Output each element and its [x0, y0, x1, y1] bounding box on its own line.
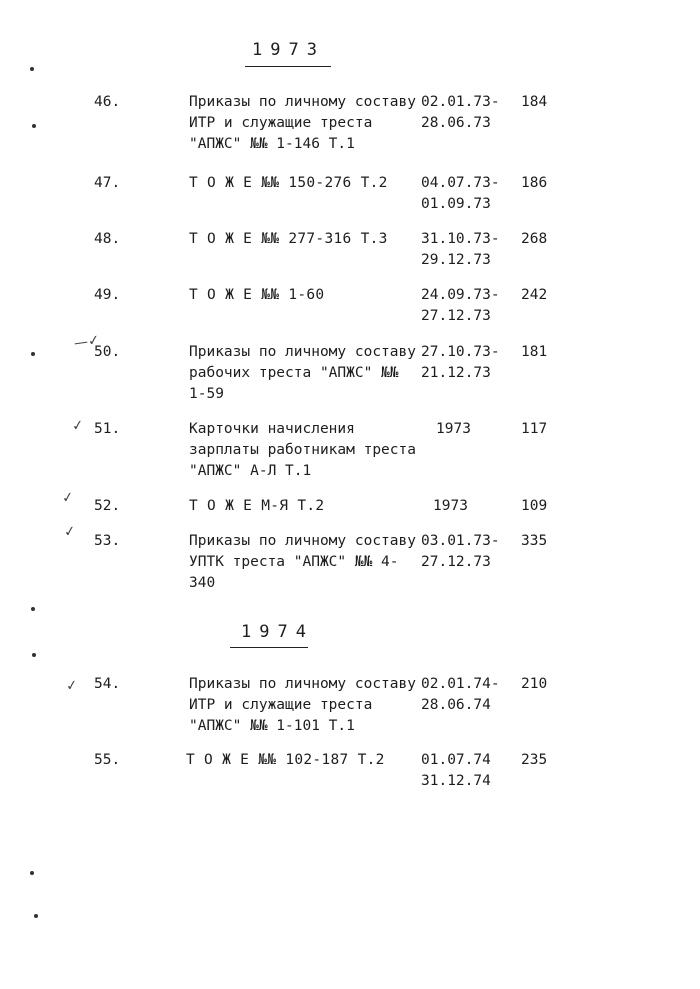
entry-dates: 24.09.73- 27.12.73 — [421, 287, 500, 324]
entry-dates: 01.07.74 31.12.74 — [421, 752, 491, 789]
entry-title: Т О Ж Е №№ 277-316 Т.3 — [189, 231, 388, 247]
year-underline — [230, 647, 308, 648]
entry-pages: 109 — [521, 498, 548, 514]
year-heading: 1974 — [241, 622, 314, 642]
entry-title: Т О Ж Е №№ 1-60 — [189, 287, 325, 303]
entry-dates: 02.01.73- 28.06.73 — [421, 94, 500, 131]
entry-number: 54. — [94, 676, 121, 692]
entry-title: Приказы по личному составу ИТР и служащие треста "АПЖС" №№ 1-146 Т.1 — [189, 94, 416, 152]
entry-number: 46. — [94, 94, 121, 110]
entry-pages: 210 — [521, 676, 548, 692]
binding-hole-icon — [32, 653, 36, 657]
year-heading: 1973 — [252, 40, 325, 60]
entry-dates: 03.01.73- 27.12.73 — [421, 533, 500, 570]
binding-hole-icon — [32, 124, 36, 128]
entry-number: 55. — [94, 752, 121, 768]
entry-pages: 242 — [521, 287, 548, 303]
entry-title: Карточки начисления зарплаты работникам треста "АПЖС" А-Л Т.1 — [189, 421, 416, 479]
entry-pages: 186 — [521, 175, 548, 191]
entry-number: 48. — [94, 231, 121, 247]
binding-hole-icon — [31, 352, 35, 356]
entry-pages: 184 — [521, 94, 548, 110]
entry-number: 51. — [94, 421, 121, 437]
entry-title: Т О Ж Е №№ 102-187 Т.2 — [186, 752, 385, 768]
entry-dates: 31.10.73- 29.12.73 — [421, 231, 500, 268]
entry-number: 47. — [94, 175, 121, 191]
entry-number: 50. — [94, 344, 121, 360]
entry-dates: 02.01.74- 28.06.74 — [421, 676, 500, 713]
entry-title: Приказы по личному составу ИТР и служащие треста "АПЖС" №№ 1-101 Т.1 — [189, 676, 416, 734]
entry-pages: 181 — [521, 344, 548, 360]
entry-number: 52. — [94, 498, 121, 514]
check-mark-icon: ✓ — [70, 417, 85, 435]
binding-hole-icon — [34, 914, 38, 918]
entry-title: Т О Ж Е М-Я Т.2 — [189, 498, 325, 514]
check-mark-icon: ✓ — [64, 677, 79, 695]
entry-title: Т О Ж Е №№ 150-276 Т.2 — [189, 175, 388, 191]
entry-pages: 117 — [521, 421, 548, 437]
entry-pages: 335 — [521, 533, 548, 549]
entry-title: Приказы по личному составу рабочих треста "АПЖС" №№ 1-59 — [189, 344, 416, 402]
entry-number: 53. — [94, 533, 121, 549]
entry-pages: 235 — [521, 752, 548, 768]
binding-hole-icon — [30, 871, 34, 875]
year-underline — [245, 66, 331, 67]
entry-dates: 1973 — [436, 421, 471, 437]
entry-pages: 268 — [521, 231, 548, 247]
check-mark-icon: ✓ — [60, 489, 75, 507]
entry-dates: 04.07.73- 01.09.73 — [421, 175, 500, 212]
check-mark-icon: ✓ — [62, 523, 77, 541]
check-mark-icon: —✓ — [73, 332, 101, 352]
entry-number: 49. — [94, 287, 121, 303]
entry-dates: 1973 — [433, 498, 468, 514]
binding-hole-icon — [31, 607, 35, 611]
entry-dates: 27.10.73- 21.12.73 — [421, 344, 500, 381]
binding-hole-icon — [30, 67, 34, 71]
entry-title: Приказы по личному составу УПТК треста "АПЖС" №№ 4-340 — [189, 533, 416, 591]
